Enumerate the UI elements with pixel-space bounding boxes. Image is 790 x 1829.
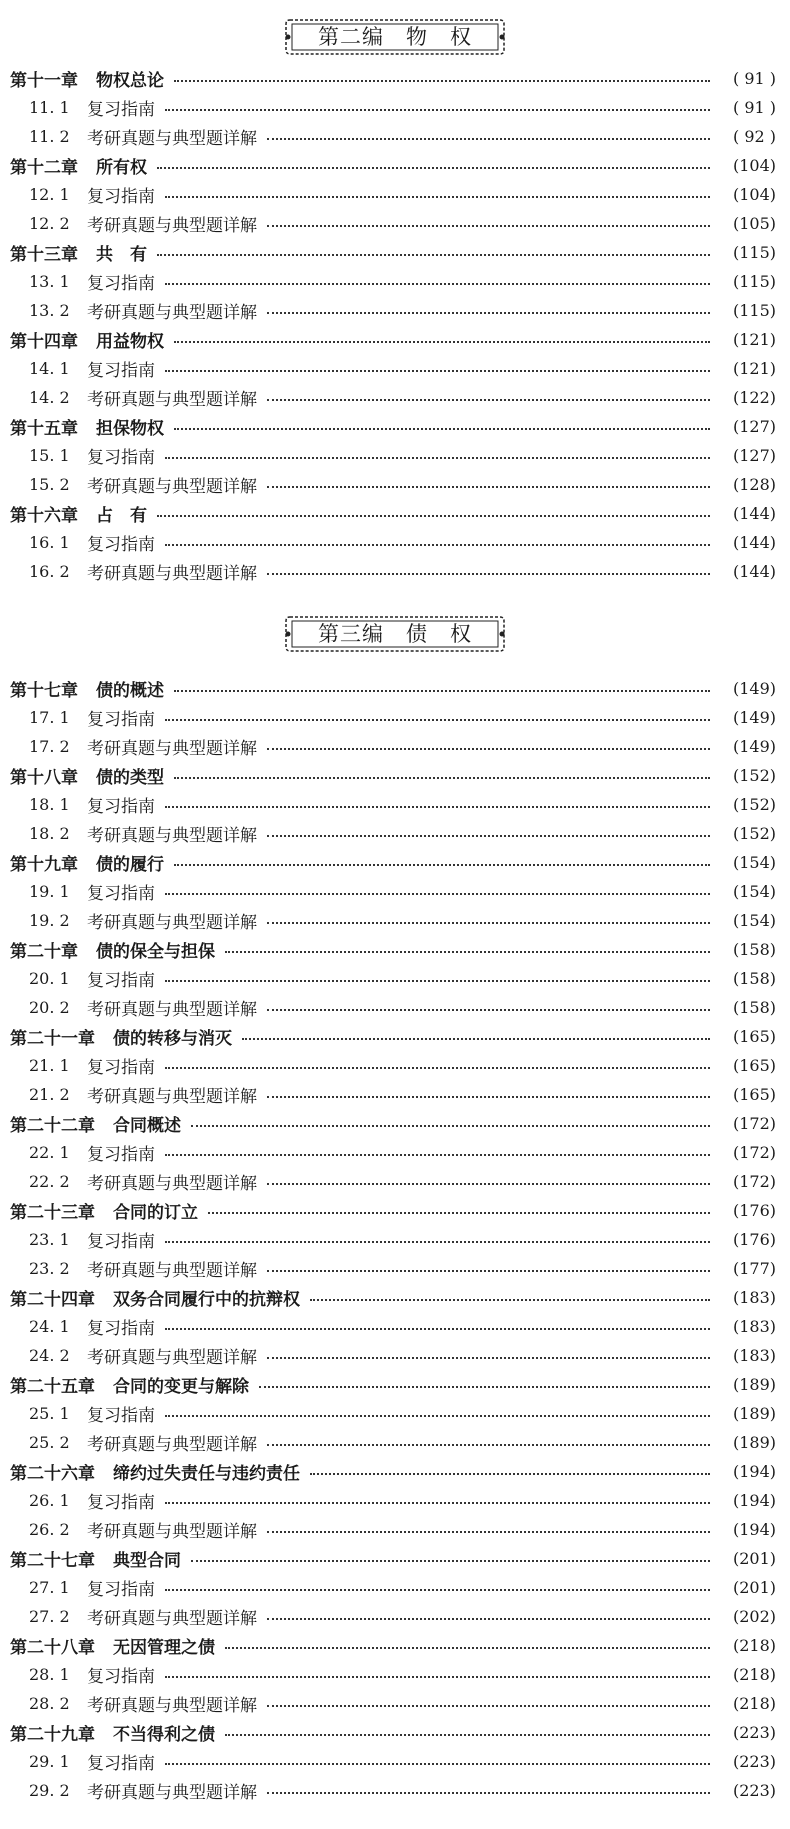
dot-leader <box>267 1009 710 1011</box>
entry-title: 占 有 <box>96 506 147 526</box>
entry-title: 双务合同履行中的抗辩权 <box>113 1290 300 1310</box>
toc-section-entry[interactable] <box>0 877 790 906</box>
dot-leader <box>259 1386 710 1388</box>
toc-section-entry[interactable] <box>0 790 790 819</box>
entry-title: 物权总论 <box>96 71 164 91</box>
entry-page: (115) <box>732 243 776 262</box>
toc-section-entry[interactable] <box>0 93 790 122</box>
entry-title: 复习指南 <box>87 1145 155 1165</box>
entry-page: (105) <box>732 214 776 233</box>
toc-section-entry[interactable] <box>0 528 790 557</box>
entry-title: 考研真题与典型题详解 <box>87 1609 257 1629</box>
entry-title: 债的保全与担保 <box>96 942 215 962</box>
entry-page: (189) <box>732 1375 776 1394</box>
toc-chapter-entry[interactable] <box>0 1370 790 1399</box>
entry-number: 22. 2 <box>29 1172 70 1191</box>
toc-chapter-entry[interactable] <box>0 499 790 528</box>
dot-leader <box>165 806 710 808</box>
entry-number: 第二十九章 <box>10 1725 95 1745</box>
dot-leader <box>267 225 710 227</box>
entry-title: 债的类型 <box>96 768 164 788</box>
entry-page: (194) <box>732 1462 776 1481</box>
entry-number: 19. 2 <box>29 911 70 930</box>
toc-chapter-entry[interactable] <box>0 1631 790 1660</box>
dot-leader <box>174 80 710 82</box>
entry-page: (149) <box>732 708 776 727</box>
entry-page: (176) <box>732 1201 776 1220</box>
entry-title: 复习指南 <box>87 1667 155 1687</box>
entry-title: 复习指南 <box>87 1493 155 1513</box>
entry-title: 考研真题与典型题详解 <box>87 390 257 410</box>
entry-number: 第十八章 <box>10 768 78 788</box>
dot-leader <box>165 370 710 372</box>
entry-number: 第二十章 <box>10 942 78 962</box>
dot-leader <box>225 1734 710 1736</box>
toc-chapter-entry[interactable] <box>0 1022 790 1051</box>
dot-leader <box>165 1067 710 1069</box>
toc-section-entry[interactable] <box>0 1254 790 1283</box>
entry-title: 考研真题与典型题详解 <box>87 1783 257 1803</box>
dot-leader <box>267 486 710 488</box>
toc-section-entry[interactable] <box>0 557 790 586</box>
dot-leader <box>157 167 710 169</box>
entry-number: 24. 2 <box>29 1346 70 1365</box>
entry-page: (154) <box>732 853 776 872</box>
entry-number: 17. 1 <box>29 708 70 727</box>
part-header-3 <box>0 605 790 663</box>
entry-page: (172) <box>732 1172 776 1191</box>
entry-number: 19. 1 <box>29 882 70 901</box>
dot-leader <box>174 341 710 343</box>
entry-page: (104) <box>732 156 776 175</box>
entry-number: 第二十六章 <box>10 1464 95 1484</box>
entry-title: 考研真题与典型题详解 <box>87 826 257 846</box>
dot-leader <box>191 1125 710 1127</box>
entry-number: 23. 1 <box>29 1230 70 1249</box>
toc-section-entry[interactable] <box>0 209 790 238</box>
dot-leader <box>267 1705 710 1707</box>
entry-number: 15. 2 <box>29 475 70 494</box>
dot-leader <box>165 719 710 721</box>
entry-title: 复习指南 <box>87 100 155 120</box>
toc-section-entry[interactable] <box>0 1776 790 1805</box>
entry-page: ( 91 ) <box>732 98 776 117</box>
toc-section-entry[interactable] <box>0 1602 790 1631</box>
entry-page: (127) <box>732 417 776 436</box>
entry-title: 考研真题与典型题详解 <box>87 1696 257 1716</box>
toc-chapter-entry[interactable] <box>0 412 790 441</box>
toc-section-entry[interactable] <box>0 732 790 761</box>
dot-leader <box>165 544 710 546</box>
toc-chapter-entry[interactable] <box>0 848 790 877</box>
entry-page: (183) <box>732 1288 776 1307</box>
entry-page: (152) <box>732 795 776 814</box>
entry-title: 债的概述 <box>96 681 164 701</box>
dot-leader <box>267 835 710 837</box>
toc-section-entry[interactable] <box>0 1312 790 1341</box>
entry-page: ( 91 ) <box>732 69 776 88</box>
entry-number: 23. 2 <box>29 1259 70 1278</box>
dot-leader <box>267 922 710 924</box>
entry-page: (149) <box>732 679 776 698</box>
entry-page: (177) <box>732 1259 776 1278</box>
entry-number: 11. 1 <box>29 98 70 117</box>
dot-leader <box>267 1618 710 1620</box>
part-banner <box>284 16 506 58</box>
dot-leader <box>267 312 710 314</box>
entry-page: (154) <box>732 882 776 901</box>
dot-leader <box>242 1038 710 1040</box>
entry-title: 考研真题与典型题详解 <box>87 739 257 759</box>
toc-section-entry[interactable] <box>0 1167 790 1196</box>
entry-title: 复习指南 <box>87 1058 155 1078</box>
entry-title: 担保物权 <box>96 419 164 439</box>
entry-page: (144) <box>732 562 776 581</box>
toc-section-entry[interactable] <box>0 1515 790 1544</box>
entry-page: (189) <box>732 1433 776 1452</box>
toc-section-entry[interactable] <box>0 906 790 935</box>
entry-page: (144) <box>732 504 776 523</box>
entry-page: (223) <box>732 1723 776 1742</box>
entry-title: 考研真题与典型题详解 <box>87 129 257 149</box>
dot-leader <box>165 1154 710 1156</box>
toc-section-entry[interactable] <box>0 964 790 993</box>
entry-page: (158) <box>732 940 776 959</box>
entry-page: (223) <box>732 1781 776 1800</box>
entry-number: 26. 1 <box>29 1491 70 1510</box>
entry-number: 第二十四章 <box>10 1290 95 1310</box>
entry-page: (194) <box>732 1520 776 1539</box>
toc-chapter-entry[interactable] <box>0 1718 790 1747</box>
entry-title: 考研真题与典型题详解 <box>87 477 257 497</box>
entry-title: 考研真题与典型题详解 <box>87 1261 257 1281</box>
toc-chapter-entry[interactable] <box>0 674 790 703</box>
entry-number: 25. 2 <box>29 1433 70 1452</box>
entry-page: (183) <box>732 1317 776 1336</box>
toc-section-entry[interactable] <box>0 1486 790 1515</box>
dot-leader <box>165 1676 710 1678</box>
part-banner <box>284 613 506 655</box>
dot-leader <box>267 138 710 140</box>
dot-leader <box>225 951 710 953</box>
toc-section-entry[interactable] <box>0 1341 790 1370</box>
toc-section-entry[interactable] <box>0 1660 790 1689</box>
entry-title: 所有权 <box>96 158 147 178</box>
entry-page: (172) <box>732 1114 776 1133</box>
toc-section-entry[interactable] <box>0 1080 790 1109</box>
entry-title: 考研真题与典型题详解 <box>87 564 257 584</box>
dot-leader <box>174 864 710 866</box>
toc-section-entry[interactable] <box>0 470 790 499</box>
entry-page: (201) <box>732 1549 776 1568</box>
entry-number: 第十一章 <box>10 71 78 91</box>
entry-number: 25. 1 <box>29 1404 70 1423</box>
dot-leader <box>165 1328 710 1330</box>
entry-page: (152) <box>732 824 776 843</box>
toc-section-entry[interactable] <box>0 993 790 1022</box>
entry-title: 合同的变更与解除 <box>113 1377 249 1397</box>
entry-page: (202) <box>732 1607 776 1626</box>
dot-leader <box>267 1183 710 1185</box>
entry-title: 合同概述 <box>113 1116 181 1136</box>
entry-title: 复习指南 <box>87 361 155 381</box>
toc-section-entry[interactable] <box>0 267 790 296</box>
entry-page: (218) <box>732 1694 776 1713</box>
toc-section-entry[interactable] <box>0 296 790 325</box>
entry-title: 复习指南 <box>87 710 155 730</box>
entry-title: 复习指南 <box>87 274 155 294</box>
entry-title: 考研真题与典型题详解 <box>87 1000 257 1020</box>
toc-list-part-2 <box>0 64 790 586</box>
toc-chapter-entry[interactable] <box>0 1544 790 1573</box>
part-header-2 <box>0 8 790 66</box>
toc-chapter-entry[interactable] <box>0 761 790 790</box>
entry-number: 14. 2 <box>29 388 70 407</box>
entry-title: 复习指南 <box>87 535 155 555</box>
entry-number: 第二十七章 <box>10 1551 95 1571</box>
entry-page: (158) <box>732 969 776 988</box>
dot-leader <box>310 1299 710 1301</box>
entry-page: (115) <box>732 272 776 291</box>
dot-leader <box>191 1560 710 1562</box>
toc-section-entry[interactable] <box>0 122 790 151</box>
entry-number: 第十六章 <box>10 506 78 526</box>
entry-number: 16. 1 <box>29 533 70 552</box>
toc-chapter-entry[interactable] <box>0 1283 790 1312</box>
dot-leader <box>267 399 710 401</box>
entry-number: 16. 2 <box>29 562 70 581</box>
dot-leader <box>267 573 710 575</box>
entry-page: (218) <box>732 1636 776 1655</box>
toc-section-entry[interactable] <box>0 1573 790 1602</box>
entry-title: 债的履行 <box>96 855 164 875</box>
entry-page: (176) <box>732 1230 776 1249</box>
entry-number: 12. 1 <box>29 185 70 204</box>
entry-title: 缔约过失责任与违约责任 <box>113 1464 300 1484</box>
entry-title: 复习指南 <box>87 1580 155 1600</box>
toc-section-entry[interactable] <box>0 1428 790 1457</box>
entry-number: 第十七章 <box>10 681 78 701</box>
dot-leader <box>165 1502 710 1504</box>
dot-leader <box>174 690 710 692</box>
toc-section-entry[interactable] <box>0 819 790 848</box>
entry-number: 第十二章 <box>10 158 78 178</box>
entry-title: 复习指南 <box>87 1319 155 1339</box>
entry-number: 29. 1 <box>29 1752 70 1771</box>
entry-page: (194) <box>732 1491 776 1510</box>
toc-section-entry[interactable] <box>0 703 790 732</box>
entry-number: 18. 2 <box>29 824 70 843</box>
toc-chapter-entry[interactable] <box>0 1196 790 1225</box>
dot-leader <box>165 196 710 198</box>
entry-page: (144) <box>732 533 776 552</box>
toc-section-entry[interactable] <box>0 1138 790 1167</box>
dot-leader <box>267 748 710 750</box>
entry-title: 考研真题与典型题详解 <box>87 1348 257 1368</box>
entry-number: 22. 1 <box>29 1143 70 1162</box>
entry-number: 15. 1 <box>29 446 70 465</box>
dot-leader <box>157 254 710 256</box>
entry-number: 第十五章 <box>10 419 78 439</box>
entry-number: 21. 1 <box>29 1056 70 1075</box>
toc-chapter-entry[interactable] <box>0 151 790 180</box>
entry-page: (183) <box>732 1346 776 1365</box>
entry-number: 28. 2 <box>29 1694 70 1713</box>
entry-number: 28. 1 <box>29 1665 70 1684</box>
entry-page: (127) <box>732 446 776 465</box>
entry-title: 复习指南 <box>87 797 155 817</box>
entry-title: 考研真题与典型题详解 <box>87 913 257 933</box>
dot-leader <box>165 1763 710 1765</box>
entry-title: 无因管理之债 <box>113 1638 215 1658</box>
entry-title: 复习指南 <box>87 187 155 207</box>
entry-page: (165) <box>732 1027 776 1046</box>
toc-chapter-entry[interactable] <box>0 238 790 267</box>
entry-title: 典型合同 <box>113 1551 181 1571</box>
entry-page: (165) <box>732 1056 776 1075</box>
toc-section-entry[interactable] <box>0 1689 790 1718</box>
dot-leader <box>174 428 710 430</box>
entry-page: (223) <box>732 1752 776 1771</box>
toc-chapter-entry[interactable] <box>0 325 790 354</box>
dot-leader <box>267 1270 710 1272</box>
entry-title: 复习指南 <box>87 1406 155 1426</box>
part-title: 第三编 债 权 <box>318 622 472 646</box>
entry-title: 考研真题与典型题详解 <box>87 216 257 236</box>
entry-number: 11. 2 <box>29 127 70 146</box>
entry-page: (115) <box>732 301 776 320</box>
toc-chapter-entry[interactable] <box>0 64 790 93</box>
entry-title: 共 有 <box>96 245 147 265</box>
dot-leader <box>225 1647 710 1649</box>
entry-number: 18. 1 <box>29 795 70 814</box>
toc-section-entry[interactable] <box>0 180 790 209</box>
entry-title: 不当得利之债 <box>113 1725 215 1745</box>
dot-leader <box>267 1792 710 1794</box>
toc-chapter-entry[interactable] <box>0 1457 790 1486</box>
entry-number: 第二十三章 <box>10 1203 95 1223</box>
dot-leader <box>165 1415 710 1417</box>
dot-leader <box>165 1241 710 1243</box>
entry-number: 第二十二章 <box>10 1116 95 1136</box>
dot-leader <box>165 980 710 982</box>
entry-page: (121) <box>732 330 776 349</box>
toc-section-entry[interactable] <box>0 354 790 383</box>
dot-leader <box>267 1096 710 1098</box>
entry-number: 17. 2 <box>29 737 70 756</box>
entry-number: 20. 2 <box>29 998 70 1017</box>
dot-leader <box>165 109 710 111</box>
entry-page: (152) <box>732 766 776 785</box>
entry-title: 复习指南 <box>87 1232 155 1252</box>
toc-section-entry[interactable] <box>0 1225 790 1254</box>
dot-leader <box>208 1212 710 1214</box>
entry-title: 复习指南 <box>87 971 155 991</box>
dot-leader <box>174 777 710 779</box>
entry-title: 考研真题与典型题详解 <box>87 1522 257 1542</box>
entry-page: (128) <box>732 475 776 494</box>
entry-page: (189) <box>732 1404 776 1423</box>
entry-page: (218) <box>732 1665 776 1684</box>
entry-page: (154) <box>732 911 776 930</box>
entry-number: 13. 2 <box>29 301 70 320</box>
dot-leader <box>165 457 710 459</box>
entry-title: 考研真题与典型题详解 <box>87 1435 257 1455</box>
entry-page: (158) <box>732 998 776 1017</box>
entry-title: 考研真题与典型题详解 <box>87 303 257 323</box>
dot-leader <box>267 1531 710 1533</box>
toc-section-entry[interactable] <box>0 1747 790 1776</box>
entry-number: 21. 2 <box>29 1085 70 1104</box>
entry-title: 考研真题与典型题详解 <box>87 1087 257 1107</box>
toc-section-entry[interactable] <box>0 383 790 412</box>
entry-number: 第二十八章 <box>10 1638 95 1658</box>
part-title: 第二编 物 权 <box>318 25 472 49</box>
dot-leader <box>267 1444 710 1446</box>
dot-leader <box>310 1473 710 1475</box>
toc-chapter-entry[interactable] <box>0 935 790 964</box>
dot-leader <box>165 893 710 895</box>
entry-page: (121) <box>732 359 776 378</box>
entry-page: (172) <box>732 1143 776 1162</box>
toc-list-part-3 <box>0 674 790 1805</box>
entry-number: 20. 1 <box>29 969 70 988</box>
toc-chapter-entry[interactable] <box>0 1109 790 1138</box>
entry-number: 第十九章 <box>10 855 78 875</box>
entry-page: (122) <box>732 388 776 407</box>
entry-number: 24. 1 <box>29 1317 70 1336</box>
entry-title: 用益物权 <box>96 332 164 352</box>
entry-number: 27. 1 <box>29 1578 70 1597</box>
entry-number: 29. 2 <box>29 1781 70 1800</box>
entry-number: 26. 2 <box>29 1520 70 1539</box>
entry-number: 第二十一章 <box>10 1029 95 1049</box>
toc-section-entry[interactable] <box>0 441 790 470</box>
entry-number: 第十三章 <box>10 245 78 265</box>
entry-title: 复习指南 <box>87 448 155 468</box>
entry-page: (165) <box>732 1085 776 1104</box>
entry-title: 考研真题与典型题详解 <box>87 1174 257 1194</box>
entry-number: 13. 1 <box>29 272 70 291</box>
toc-section-entry[interactable] <box>0 1399 790 1428</box>
entry-number: 27. 2 <box>29 1607 70 1626</box>
entry-number: 14. 1 <box>29 359 70 378</box>
entry-page: (201) <box>732 1578 776 1597</box>
entry-number: 第二十五章 <box>10 1377 95 1397</box>
toc-section-entry[interactable] <box>0 1051 790 1080</box>
entry-number: 第十四章 <box>10 332 78 352</box>
dot-leader <box>157 515 710 517</box>
entry-page: (104) <box>732 185 776 204</box>
entry-page: (149) <box>732 737 776 756</box>
entry-title: 复习指南 <box>87 884 155 904</box>
dot-leader <box>165 1589 710 1591</box>
entry-page: ( 92 ) <box>732 127 776 146</box>
entry-title: 合同的订立 <box>113 1203 198 1223</box>
dot-leader <box>165 283 710 285</box>
entry-title: 复习指南 <box>87 1754 155 1774</box>
dot-leader <box>267 1357 710 1359</box>
entry-number: 12. 2 <box>29 214 70 233</box>
entry-title: 债的转移与消灭 <box>113 1029 232 1049</box>
